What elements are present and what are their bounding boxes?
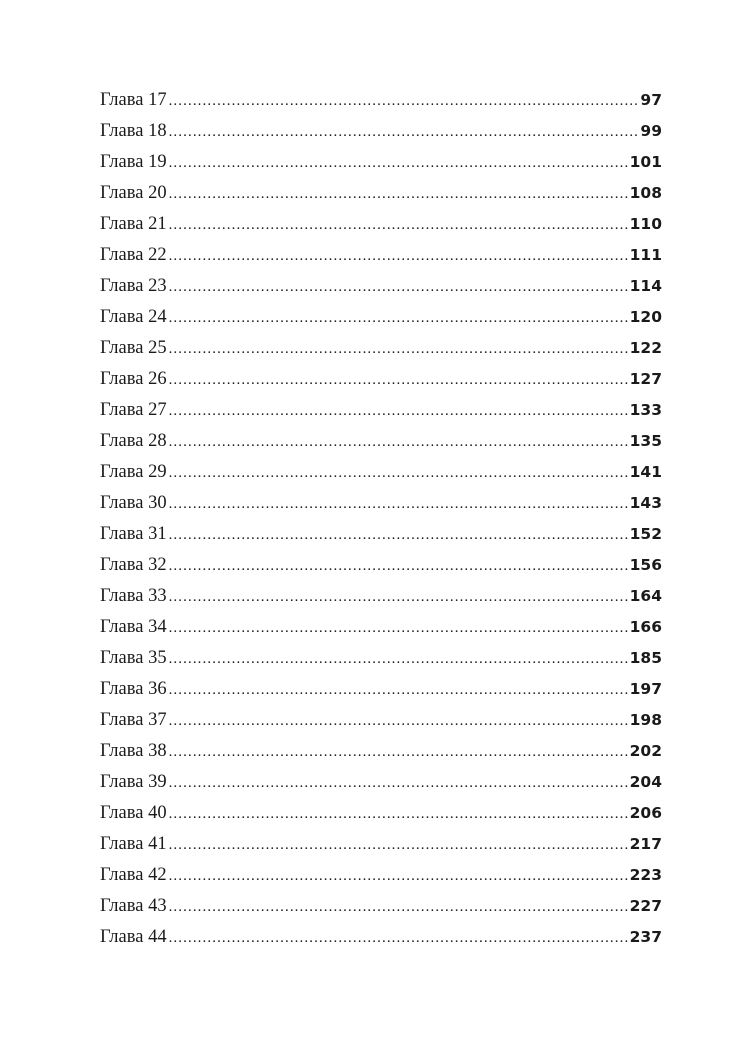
toc-entry (100, 395, 662, 426)
toc-entry (100, 147, 662, 178)
toc-entry (100, 519, 662, 550)
toc-dot-leader (169, 241, 629, 272)
toc-entry-title: Глава 17 (100, 90, 167, 110)
toc-dot-leader (169, 582, 629, 613)
toc-entry-title: Глава 31 (100, 524, 167, 544)
toc-entry (100, 612, 662, 643)
toc-entry (100, 798, 662, 829)
toc-dot-leader (169, 923, 629, 954)
toc-dot-leader (169, 489, 629, 520)
toc-entry-title: Глава 19 (100, 152, 167, 172)
toc-entry-page-number: 223 (629, 866, 662, 884)
toc-entry (100, 550, 662, 581)
toc-entry-page-number: 217 (629, 835, 662, 853)
toc-entry (100, 829, 662, 860)
toc-entry-page-number: 110 (629, 215, 662, 233)
toc-entry-title: Глава 44 (100, 927, 167, 947)
toc-entry (100, 426, 662, 457)
toc-entry (100, 705, 662, 736)
toc-dot-leader (169, 334, 629, 365)
toc-entry-page-number: 141 (629, 463, 662, 481)
toc-entry-page-number: 111 (629, 246, 662, 264)
toc-entry-title: Глава 35 (100, 648, 167, 668)
toc-dot-leader (169, 179, 629, 210)
toc-entry (100, 767, 662, 798)
toc-entry (100, 581, 662, 612)
toc-entry (100, 643, 662, 674)
toc-entry (100, 364, 662, 395)
toc-entry (100, 240, 662, 271)
toc-entry-page-number: 99 (640, 122, 662, 140)
toc-entry-page-number: 227 (629, 897, 662, 915)
toc-entry-title: Глава 37 (100, 710, 167, 730)
toc-dot-leader (169, 551, 629, 582)
toc-entry (100, 302, 662, 333)
toc-dot-leader (169, 86, 640, 117)
toc-entry-page-number: 164 (629, 587, 662, 605)
toc-entry (100, 860, 662, 891)
toc-dot-leader (169, 210, 629, 241)
toc-entry-page-number: 198 (629, 711, 662, 729)
toc-entry (100, 85, 662, 116)
toc-entry-title: Глава 39 (100, 772, 167, 792)
toc-entry (100, 209, 662, 240)
toc-entry (100, 488, 662, 519)
toc-entry-title: Глава 29 (100, 462, 167, 482)
toc-entry-page-number: 202 (629, 742, 662, 760)
toc-entry (100, 333, 662, 364)
toc-entry-page-number: 237 (629, 928, 662, 946)
table-of-contents (100, 85, 662, 953)
toc-entry-title: Глава 33 (100, 586, 167, 606)
toc-entry (100, 271, 662, 302)
toc-entry-page-number: 127 (629, 370, 662, 388)
toc-entry-title: Глава 26 (100, 369, 167, 389)
toc-entry-title: Глава 41 (100, 834, 167, 854)
toc-dot-leader (169, 303, 629, 334)
toc-dot-leader (169, 117, 640, 148)
toc-entry (100, 178, 662, 209)
toc-entry-page-number: 166 (629, 618, 662, 636)
toc-dot-leader (169, 706, 629, 737)
toc-dot-leader (169, 799, 629, 830)
toc-entry-page-number: 108 (629, 184, 662, 202)
toc-entry-page-number: 204 (629, 773, 662, 791)
toc-entry-page-number: 135 (629, 432, 662, 450)
toc-entry-title: Глава 24 (100, 307, 167, 327)
toc-entry (100, 116, 662, 147)
toc-dot-leader (169, 365, 629, 396)
toc-entry-page-number: 206 (629, 804, 662, 822)
toc-entry (100, 457, 662, 488)
toc-dot-leader (169, 768, 629, 799)
toc-entry-title: Глава 28 (100, 431, 167, 451)
toc-dot-leader (169, 737, 629, 768)
toc-dot-leader (169, 675, 629, 706)
toc-entry-title: Глава 18 (100, 121, 167, 141)
toc-dot-leader (169, 148, 629, 179)
toc-entry-page-number: 152 (629, 525, 662, 543)
toc-entry-title: Глава 23 (100, 276, 167, 296)
toc-entry-title: Глава 21 (100, 214, 167, 234)
toc-dot-leader (169, 613, 629, 644)
toc-dot-leader (169, 830, 629, 861)
toc-entry-title: Глава 40 (100, 803, 167, 823)
toc-dot-leader (169, 861, 629, 892)
toc-entry-title: Глава 43 (100, 896, 167, 916)
toc-entry-title: Глава 27 (100, 400, 167, 420)
toc-dot-leader (169, 427, 629, 458)
toc-entry-title: Глава 34 (100, 617, 167, 637)
toc-entry (100, 674, 662, 705)
toc-entry-page-number: 156 (629, 556, 662, 574)
toc-entry-page-number: 122 (629, 339, 662, 357)
toc-dot-leader (169, 892, 629, 923)
toc-entry (100, 922, 662, 953)
toc-entry-page-number: 97 (640, 91, 662, 109)
toc-entry-title: Глава 22 (100, 245, 167, 265)
toc-entry-title: Глава 36 (100, 679, 167, 699)
toc-entry-page-number: 120 (629, 308, 662, 326)
toc-entry-title: Глава 42 (100, 865, 167, 885)
toc-entry-page-number: 197 (629, 680, 662, 698)
toc-dot-leader (169, 458, 629, 489)
toc-entry-title: Глава 20 (100, 183, 167, 203)
toc-entry (100, 736, 662, 767)
toc-entry-title: Глава 25 (100, 338, 167, 358)
toc-entry-page-number: 143 (629, 494, 662, 512)
toc-entry-page-number: 133 (629, 401, 662, 419)
toc-entry (100, 891, 662, 922)
toc-dot-leader (169, 644, 629, 675)
toc-entry-title: Глава 38 (100, 741, 167, 761)
toc-entry-page-number: 101 (629, 153, 662, 171)
toc-entry-title: Глава 30 (100, 493, 167, 513)
toc-dot-leader (169, 520, 629, 551)
toc-dot-leader (169, 396, 629, 427)
toc-dot-leader (169, 272, 629, 303)
toc-entry-title: Глава 32 (100, 555, 167, 575)
toc-entry-page-number: 114 (629, 277, 662, 295)
toc-entry-page-number: 185 (629, 649, 662, 667)
